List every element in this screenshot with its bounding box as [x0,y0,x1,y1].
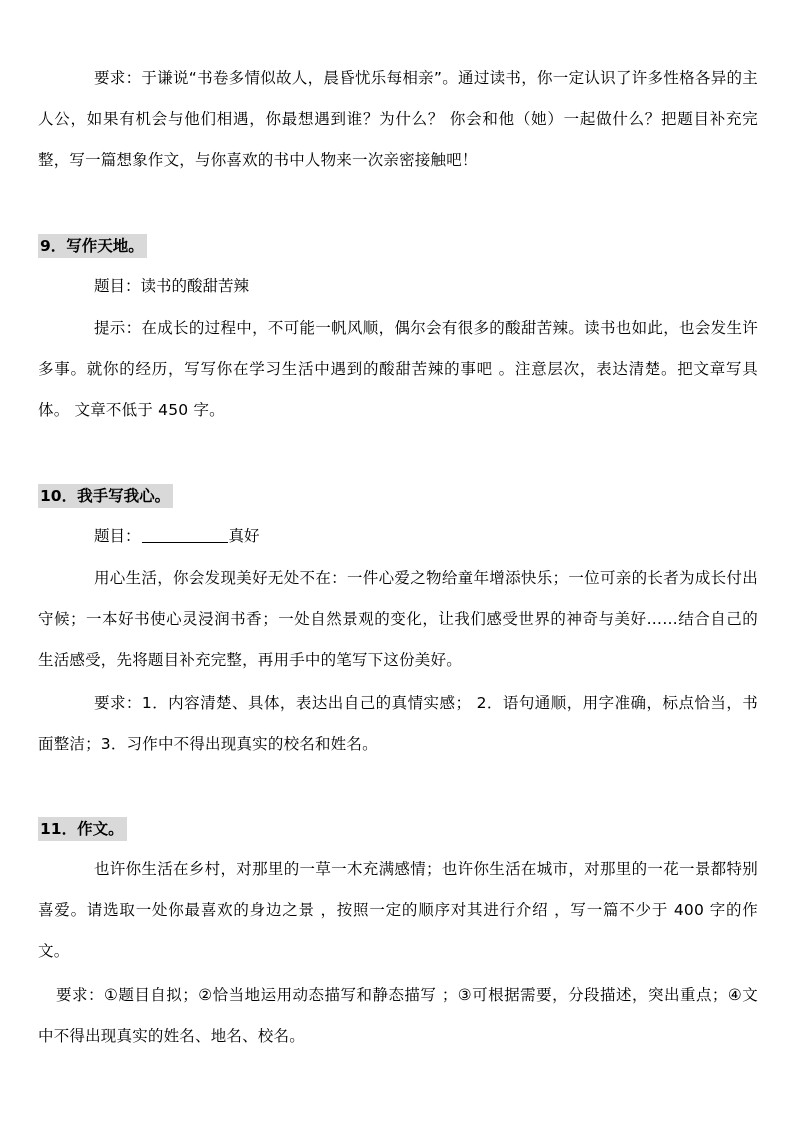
q9-title: 题目：读书的酸甜苦辣 [94,277,250,295]
q10-heading: 10．我手写我心。 [38,484,173,508]
q10-body: 用心生活，你会发现美好无处不在：一件心爱之物给童年增添快乐；一位可亲的长者为成长付出守候；一本好书使心灵浸润书香；一处自然景观的变化，让我们感受世界的神奇与美好……结合自己的生活感受，先将题目补充完整，再用手中的笔写下这份美好。 [38,569,758,669]
title-blank-line [142,526,228,543]
intro-requirement: 要求：于谦说“书卷多情似故人，晨昏忧乐每相亲”。通过读书，你一定认识了许多性格各异的主人公，如果有机会与他们相遇，你最想遇到谁？为什么？ 你会和他（她）一起做什么？把题目补充完整，写一篇想象作文，与你喜欢的书中人物来一次亲密接触吧！ [38,69,758,169]
q9-hint: 提示：在成长的过程中，不可能一帆风顺，偶尔会有很多的酸甜苦辣。读书也如此，也会发生许多事。就你的经历，写写你在学习生活中遇到的酸甜苦辣的事吧 。注意层次，表达清楚。把文章写具体。 文章不低于 450 字。 [38,319,758,419]
q11-body: 也许你生活在乡村，对那里的一草一木充满感情；也许你生活在城市，对那里的一花一景都特别喜爱。请选取一处你最喜欢的身边之景 ，按照一定的顺序对其进行介绍 ，写一篇不少于 400 字的作文。 [38,860,758,960]
q11-heading: 11．作文。 [38,817,127,841]
q10-requirement: 要求：1．内容清楚、具体，表达出自己的真情实感； 2．语句通顺，用字准确，标点恰当，书面整洁；3．习作中不得出现真实的校名和姓名。 [38,694,758,753]
q10-title [94,516,260,557]
q10-title-prefix: 题目： [94,527,141,545]
q11-requirement: 要求：①题目自拟；②恰当地运用动态描写和静态描写 ；③可根据需要，分段描述，突出重点；④文中不得出现真实的姓名、地名、校名。 [38,986,758,1045]
q9-heading: 9．写作天地。 [38,234,147,258]
q10-title-suffix: 真好 [228,527,260,545]
